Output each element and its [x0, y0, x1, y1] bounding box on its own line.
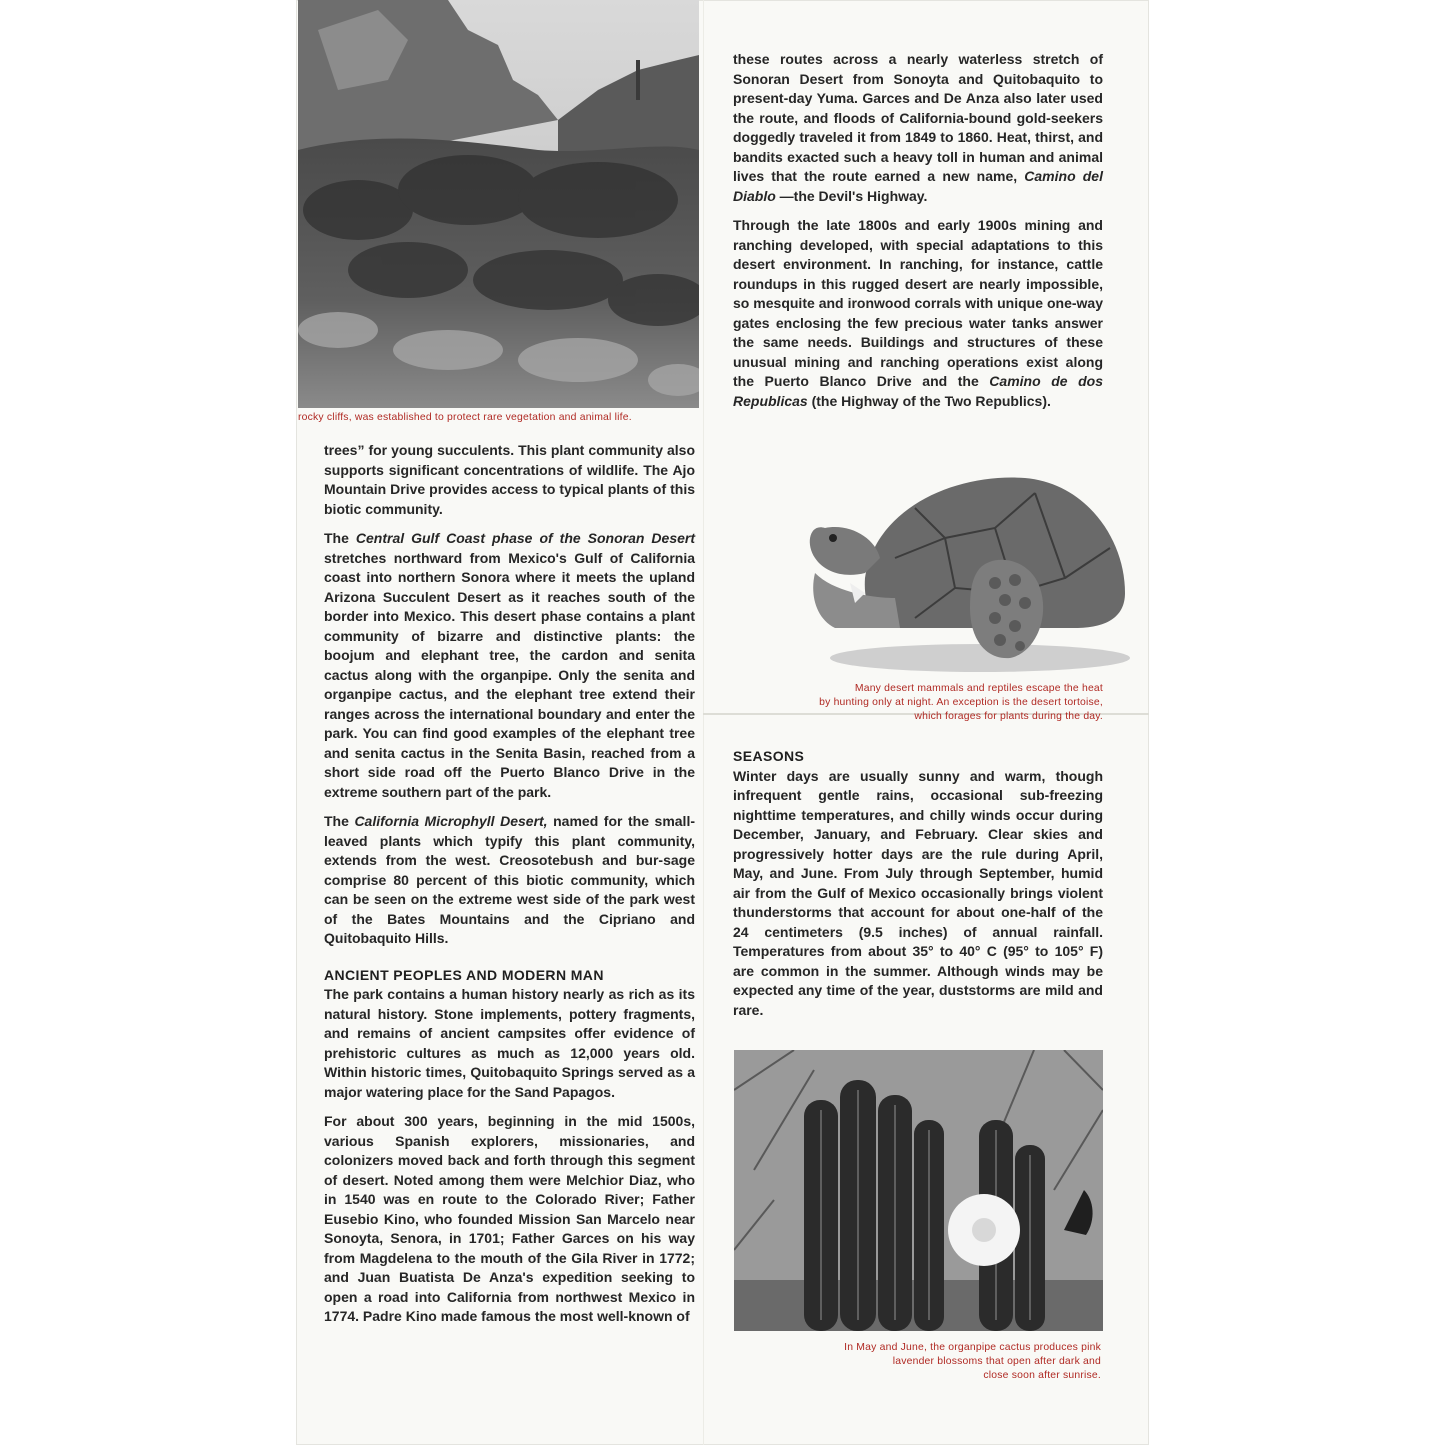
text-rest: (the Highway of the Two Republics).	[807, 392, 1051, 409]
right-column	[733, 50, 1103, 421]
cactus-caption	[733, 1341, 1101, 1383]
section-heading-ancient-peoples: ANCIENT PEOPLES AND MODERN MAN	[324, 966, 604, 983]
text-lead: Through the late 1800s and early 1900s mining and ranching developed, with special adaptations to this desert environment. In ranching, for instance, cattle roundups in this rugged desert are nearly impossible, so mesquite and ironwood corrals with unique one-way gates enclosing the few precious water tanks answer the same needs. Buildings and structures of these unusual mining and ranching operations exist along the Puerto Blanco Drive and the	[733, 217, 1103, 389]
desert-tortoise-photo	[805, 468, 1130, 673]
tortoise-caption-line-1: Many desert mammals and reptiles escape the heat	[854, 683, 1103, 694]
text-lead: The	[324, 813, 355, 829]
landscape-caption: rocky cliffs, was established to protect rare vegetation and animal life.	[298, 412, 632, 423]
paragraph-seasons: Winter days are usually sunny and warm, though infrequent gentle rains, occasional sub-freezing nighttime temperatures, and chilly winds occur during December, January, and February. Clear skies and progressively hotter days are the rule during April, May, and June. From July through September, humid air from the Gulf of Mexico occasionally brings violent thunderstorms that account for about one-half of the 24 centimeters (9.5 inches) of annual rainfall. Temperatures from about 35° to 40° C (95° to 105° F) are common in the summer. Although winds may be expected any time of the year, duststorms are mild and rare.	[733, 767, 1103, 1018]
text-lead: The	[324, 530, 356, 546]
text-rest: stretches northward from Mexico's Gulf of California coast into northern Sonora where it meets the upland Arizona Succulent Desert as it reaches south of the border into Mexico. This desert phase contains a plant community of bizarre and distinctive plants: the boojum and elephant tree, the cardon and senita cactus along with the organpipe. Only the senita and organpipe cactus, and the elephant tree extend their ranges across the international boundary and enter the park. You can find good examples of the elephant tree and senita cactus in the Senita Basin, reached from a short side road off the Puerto Blanco Drive in the extreme southern part of the park.	[324, 549, 695, 800]
paragraph-california-microphyll	[324, 812, 695, 949]
fold-line-vertical	[703, 0, 704, 1445]
desert-landscape-photo	[298, 0, 699, 408]
text-lead: these routes across a nearly waterless stretch of Sonoran Desert from Sonoyta and Quitobaquito to present-day Yuma. Garces and De Anza also later used the route, and floods of California-bound gold-seekers doggedly traveled it from 1849 to 1860. Heat, thirst, and bandits exacted such a heavy toll in human and animal lives that the route earned a new name,	[733, 51, 1103, 184]
paragraph-human-history: The park contains a human history nearly as rich as its natural history. Stone implements, pottery fragments, and remains of ancient campsites offer evidence of prehistoric cultures as much as 12,000 years old. Within historic times, Quitobaquito Springs served as a major watering place for the Sand Papagos.	[324, 986, 695, 1100]
cactus-caption-line-2: lavender blossoms that open after dark and	[892, 1356, 1101, 1367]
text-emphasis: Camino del Diablo	[733, 168, 1103, 204]
paragraph-camino-del-diablo	[733, 50, 1103, 206]
cactus-caption-line-3: close soon after sunrise.	[983, 1370, 1101, 1381]
paragraph-spanish-explorers: For about 300 years, beginning in the mid 1500s, various Spanish explorers, missionaries, and colonizers moved back and forth through this segment of desert. Noted among them were Melchior Diaz, who in 1540 was en route to the Colorado River; Father Eusebio Kino, who founded Mission San Marcelo near Sonoyta, Senora, in 1701; Father Garces on his way from Magdelena to the mouth of the Gila River in 1772; and Juan Buatista De Anza's expedition seeking to open a road into California from northwest Mexico in 1774. Padre Kino made famous the most well-known of	[324, 1113, 695, 1324]
text-rest: —the Devil's Highway.	[775, 187, 928, 204]
left-column	[324, 441, 695, 1337]
cactus-caption-line-1: In May and June, the organpipe cactus produces pink	[844, 1342, 1101, 1353]
text-emphasis: Camino de dos Republicas	[733, 373, 1103, 409]
text-rest: named for the small-leaved plants which typify this plant community, extends from the west. Creosotebush and bur-sage comprise 80 percent of this biotic community, which can be seen on the extreme west side of the park west of the Bates Mountains and the Cipriano and Quitobaquito Hills.	[324, 813, 696, 946]
tortoise-caption	[733, 682, 1103, 724]
right-column-lower	[733, 747, 1103, 1030]
paragraph-mining-ranching	[733, 216, 1103, 411]
tortoise-caption-line-2: by hunting only at night. An exception is the desert tortoise,	[819, 697, 1103, 708]
tortoise-caption-line-3: which forages for plants during the day.	[914, 711, 1103, 722]
organpipe-cactus-photo	[734, 1050, 1103, 1331]
section-heading-seasons: SEASONS	[733, 748, 805, 764]
paragraph-central-gulf-coast	[324, 529, 695, 802]
text-emphasis: California Microphyll Desert,	[354, 813, 548, 829]
text-emphasis: Central Gulf Coast phase of the Sonoran Desert	[355, 530, 696, 546]
paragraph-trees: trees” for young succulents. This plant community also supports significant concentrations of wildlife. The Ajo Mountain Drive provides access to typical plants of this biotic community.	[324, 442, 695, 517]
